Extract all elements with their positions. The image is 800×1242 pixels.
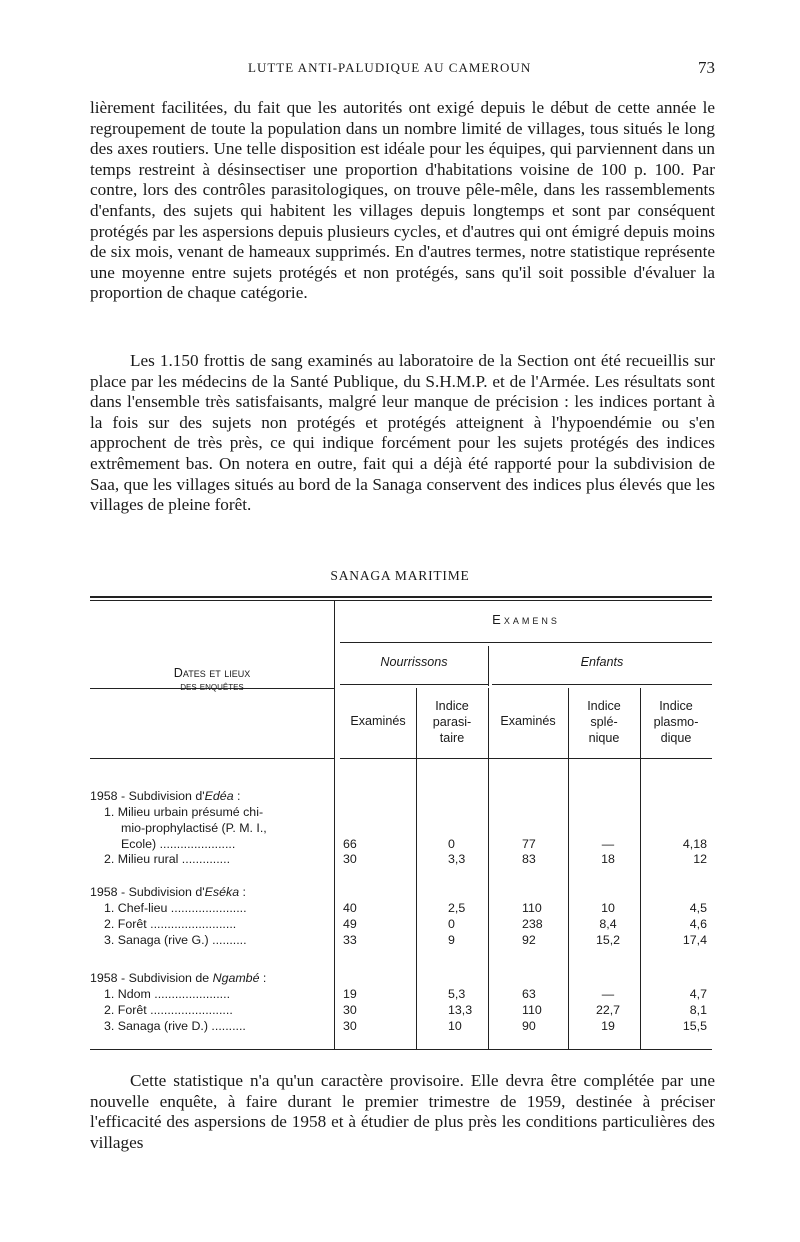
group-title-place: Edéa [204,789,234,803]
cell-indice-splenique: 19 [601,1019,615,1033]
table-row [90,804,712,820]
cell-examines-enfants: 63 [522,987,536,1001]
col-indice-splenique-line2: splé- [590,715,618,729]
table-top-rule [90,596,712,598]
table-row [90,1002,712,1018]
dates-header-line2: des enquêtes [180,681,244,693]
dates-header-line1: Dates et lieux [173,666,251,680]
row-label: 1. Milieu urbain présumé chi- [104,805,264,819]
cell-indice-parasitaire: 0 [448,917,455,931]
group-divider [488,646,489,686]
nourrissons-header: Nourrissons [380,655,448,669]
row-label: 2. Forêt ......................... [104,917,237,931]
dates-header [90,665,334,693]
group-title-ngambe [90,970,712,986]
col-indice-parasitaire-line2: parasi- [432,715,472,729]
cell-indice-parasitaire: 0 [448,837,455,851]
cell-indice-plasmodique: 4,6 [689,917,707,931]
cell-examines-enfants: 110 [522,1003,542,1017]
cell-examines-nourrissons: 30 [343,852,357,866]
col-indice-splenique [568,698,640,746]
col-indice-plasmodique-line3: dique [660,731,692,745]
results-table [90,592,712,1052]
cell-indice-parasitaire: 5,3 [448,987,466,1001]
cell-indice-splenique: — [601,837,615,851]
cell-examines-nourrissons: 19 [343,987,357,1001]
cell-examines-nourrissons: 40 [343,901,357,915]
paragraph-2: Les 1.150 frottis de sang examinés au laboratoire de la Section ont été recueillis sur place par les médecins de la Santé Publique, du S.H.M.P. et de l'Armée. Les résultats sont dans l'ensemble très satisfaisants, malgré leur manque de précision : les indices portant à la fois sur des sujets non protégés et protégés atteignent à l'hypoendémie ou s'en approchent de très près, ce qui indique forcément pour les sujets protégés des indices extrêmement bas. On notera en outre, fait qui a déjà été rapporté pour la subdivision de Saa, que les villages situés au bord de la Sanaga conservent des indices plus élevés que les villages de pleine forêt. [90,351,715,515]
group-title-prefix: 1958 - Subdivision de [90,971,213,985]
header-rule-stub [90,758,334,759]
group-title-suffix: : [259,971,267,985]
col-indice-plasmodique-line1: Indice [659,699,693,713]
cell-examines-nourrissons: 30 [343,1003,357,1017]
table-row [90,851,712,867]
group-title-edea [90,788,712,804]
col-indice-splenique-line1: Indice [587,699,621,713]
group-title-text [90,884,322,900]
examens-header: Examens [492,612,560,627]
cell-examines-enfants: 77 [522,837,536,851]
group-title-text [90,788,322,804]
table-row [90,820,712,836]
table-bottom-rule [90,1049,712,1050]
group-title-text [90,970,322,986]
cell-indice-splenique: 10 [601,901,615,915]
cell-indice-splenique: 18 [601,852,615,866]
cell-indice-plasmodique: 15,5 [682,1019,707,1033]
cell-examines-enfants: 83 [522,852,536,866]
cell-examines-nourrissons: 66 [343,837,357,851]
cell-indice-plasmodique: 4,18 [682,837,707,851]
row-label: 3. Sanaga (rive D.) .......... [104,1019,246,1033]
col-indice-plasmodique [640,698,712,746]
row-label: 1. Chef-lieu ...................... [104,901,247,915]
row-label: 2. Forêt ........................ [104,1003,233,1017]
header-rule [340,758,712,759]
table-title: SANAGA MARITIME [330,568,470,583]
col-examines-enfants: Examinés [500,714,556,728]
cell-examines-enfants: 90 [522,1019,536,1033]
group-title-suffix: : [239,885,246,899]
group-title-prefix: 1958 - Subdivision d' [90,789,205,803]
running-head [90,58,715,80]
enfants-header: Enfants [580,655,624,669]
table-row [90,836,712,852]
page-number: 73 [698,58,715,77]
table-row [90,900,712,916]
col-indice-parasitaire [416,698,488,746]
row-label: 2. Milieu rural .............. [104,852,231,866]
examens-rule [340,642,712,643]
cell-examines-enfants: 92 [522,933,536,947]
group-title-place: Eséka [204,885,240,899]
paragraph-3: Cette statistique n'a qu'un caractère provisoire. Elle devra être complétée par une nouvelle enquête, à faire durant le premier trimestre de 1959, destinée à préciser l'efficacité des aspersions de 1958 et à étudier de plus près les conditions particulières des villages [90,1071,715,1152]
cell-examines-enfants: 110 [522,901,542,915]
table-row [90,1018,712,1034]
paragraph-1: lièrement facilitées, du fait que les autorités ont exigé depuis le début de cette année le regroupement de toute la population dans un nombre limité de villages, tous situés le long des axes routiers. Une telle disposition est idéale pour les équipes, qui parviennent dans un temps restreint à désinsectiser une proportion d'habitations voisine de 100 p. 100. Par contre, lors des contrôles parasitologiques, on trouve pêle-mêle, dans les rassemblements d'enfants, des sujets qui habitent les villages depuis longtemps et sont par conséquent protégés par les aspersions depuis plusieurs cycles, et d'autres qui ont émigré depuis moins de six mois, venant de hameaux supprimés. En d'autres termes, notre statistique représente une moyenne entre sujets protégés et non protégés, sans qu'il soit possible d'évaluer la proportion de chaque catégorie. [90,98,715,303]
cell-indice-splenique: 8,4 [599,917,617,931]
table-row [90,932,712,948]
cell-examines-nourrissons: 30 [343,1019,357,1033]
cell-examines-nourrissons: 49 [343,917,357,931]
cell-indice-parasitaire: 13,3 [448,1003,473,1017]
enfants-rule [492,684,712,685]
col-indice-plasmodique-line2: plasmo- [653,715,699,729]
cell-indice-parasitaire: 2,5 [448,901,466,915]
row-label: 1. Ndom ...................... [104,987,231,1001]
cell-indice-plasmodique: 8,1 [689,1003,707,1017]
row-label: Ecole) ...................... [121,837,236,851]
group-title-place: Ngambé [212,971,260,985]
cell-indice-plasmodique: 4,7 [689,987,707,1001]
group-title-eseka [90,884,712,900]
running-title: LUTTE ANTI-PALUDIQUE AU CAMEROUN [248,60,532,75]
nourrissons-rule [340,684,488,685]
row-label: 3. Sanaga (rive G.) .......... [104,933,247,947]
cell-indice-splenique: 15,2 [595,933,621,947]
table-top-rule-2 [90,600,712,601]
cell-examines-enfants: 238 [522,917,543,931]
table-row [90,916,712,932]
group-title-suffix: : [233,789,241,803]
cell-indice-parasitaire: 10 [448,1019,462,1033]
cell-indice-plasmodique: 4,5 [689,901,707,915]
table-row [90,986,712,1002]
col-indice-parasitaire-line3: taire [439,731,465,745]
row-label: mio-prophylactisé (P. M. I., [121,821,267,835]
cell-indice-plasmodique: 17,4 [682,933,707,947]
cell-examines-nourrissons: 33 [343,933,357,947]
col-indice-splenique-line3: nique [588,731,620,745]
group-title-prefix: 1958 - Subdivision d' [90,885,205,899]
cell-indice-splenique: 22,7 [595,1003,621,1017]
cell-indice-parasitaire: 3,3 [448,852,466,866]
cell-indice-plasmodique: 12 [693,852,707,866]
cell-indice-parasitaire: 9 [448,933,455,947]
cell-indice-splenique: — [601,987,615,1001]
col-examines-nourrissons: Examinés [350,714,406,728]
col-indice-parasitaire-line1: Indice [435,699,469,713]
